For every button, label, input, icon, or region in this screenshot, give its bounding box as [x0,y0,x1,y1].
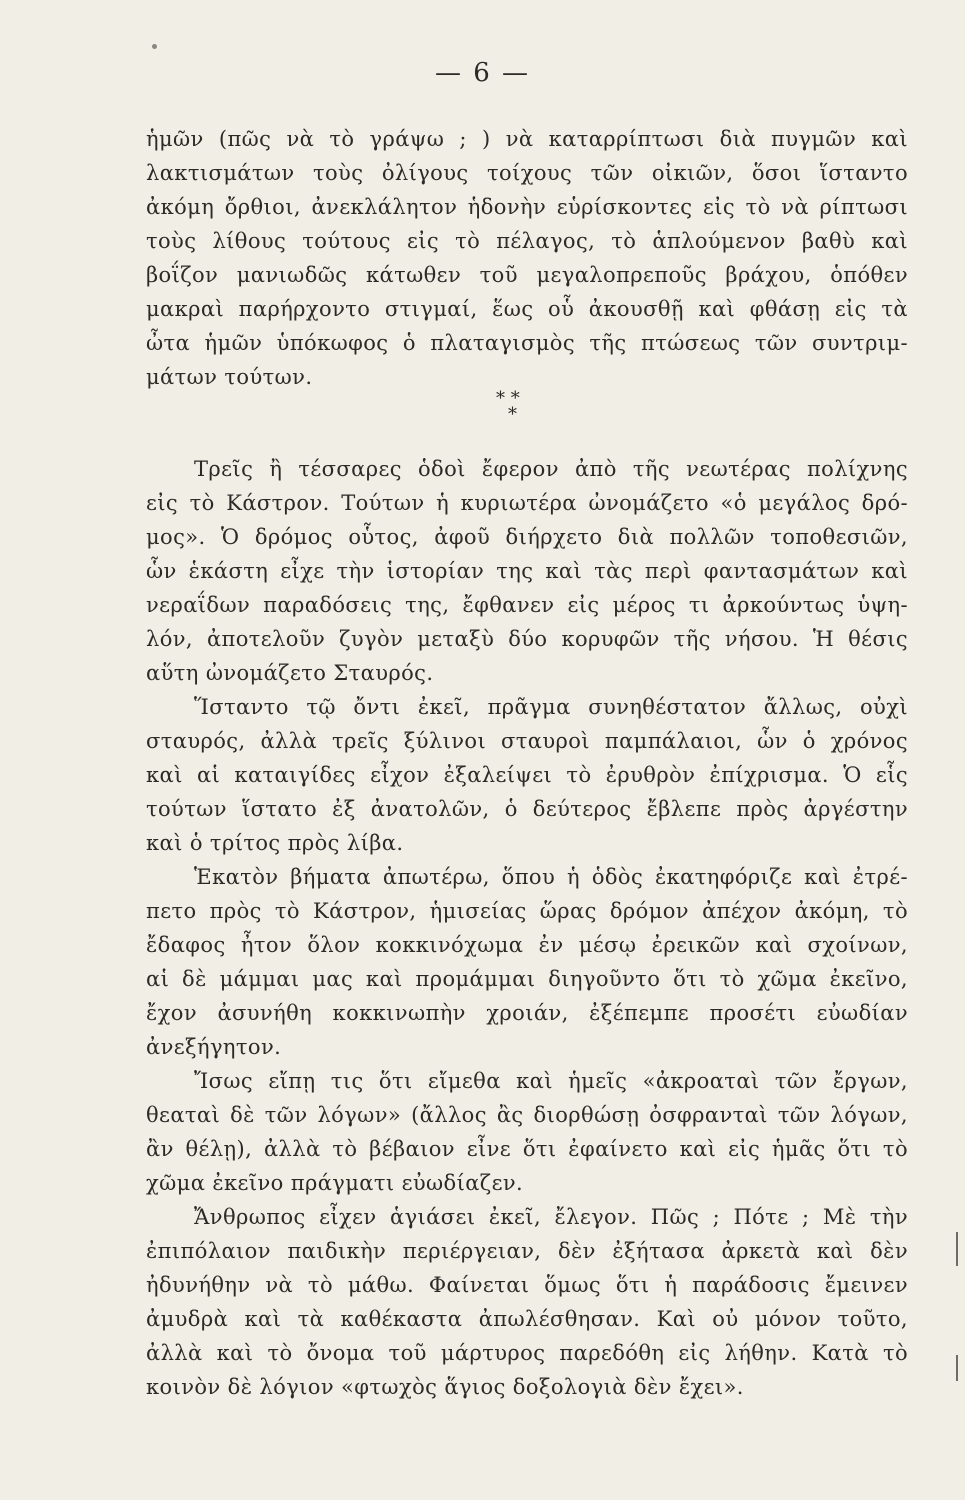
text-line: βοΐζον μανιωδῶς κάτωθεν τοῦ μεγαλοπρεποῦς βράχου, ὁπόθεν [146,263,908,287]
text-line: ἔχον ἀσυνήθη κοκκινωπὴν χροιάν, ἐξέπεμπε προσέτι εὐωδίαν [146,1001,908,1025]
text-line: ἀνεξήγητον. [146,1035,282,1059]
page-edge-mark [956,1355,958,1381]
page-edge-mark [956,1232,958,1266]
text-line: αὕτη ὠνομάζετο Σταυρός. [146,661,434,685]
text-line: τούτων ἵστατο ἐξ ἀνατολῶν, ὁ δεύτερος ἔβλεπε πρὸς ἀργέστην [146,797,908,821]
text-line: καὶ ὁ τρίτος πρὸς λίβα. [146,831,404,855]
text-line: Ἄνθρωπος εἶχεν ἁγιάσει ἐκεῖ, ἔλεγον. Πῶς ; Πότε ; Μὲ τὴν [194,1205,908,1229]
text-line: ἔδαφος ἦτον ὅλον κοκκινόχωμα ἐν μέσῳ ἐρεικῶν καὶ σχοίνων, [146,933,908,957]
text-line: πετο πρὸς τὸ Κάστρον, ἡμισείας ὥρας δρόμον ἀπέχον ἀκόμη, τὸ [146,899,908,923]
text-line: ἂν θέλῃ), ἀλλὰ τὸ βέβαιον εἶνε ὅτι ἐφαίνετο καὶ εἰς ἡμᾶς ὅτι τὸ [146,1137,908,1161]
text-line: σταυρός, ἀλλὰ τρεῖς ξύλινοι σταυροὶ παμπάλαιοι, ὧν ὁ χρόνος [146,729,908,753]
text-line: Τρεῖς ἢ τέσσαρες ὁδοὶ ἔφερον ἀπὸ τῆς νεωτέρας πολίχνης [194,457,908,481]
text-line: ἀμυδρὰ καὶ τὰ καθέκαστα ἀπωλέσθησαν. Καὶ οὐ μόνον τοῦτο, [146,1307,908,1331]
text-line: μακραὶ παρήρχοντο στιγμαί, ἕως οὗ ἀκουσθῇ καὶ φθάσῃ εἰς τὰ [146,297,908,321]
text-line: αἱ δὲ μάμμαι μας καὶ προμάμμαι διηγοῦντο ὅτι τὸ χῶμα ἐκεῖνο, [146,967,908,991]
text-line: τοὺς λίθους τούτους εἰς τὸ πέλαγος, τὸ ἁπλούμενον βαθὺ καὶ [146,229,908,253]
text-line: κοινὸν δὲ λόγιον «φτωχὸς ἅγιος δοξολογιὰ δὲν ἔχει». [146,1375,744,1399]
text-line: ὧν ἑκάστη εἶχε τὴν ἱστορίαν της καὶ τὰς περὶ φαντασμάτων καὶ [146,559,908,583]
text-line: καὶ αἱ καταιγίδες εἶχον ἐξαλείψει τὸ ἐρυθρὸν ἐπίχρισμα. Ὁ εἷς [146,763,908,787]
text-line: ἐπιπόλαιον παιδικὴν περιέργειαν, δὲν ἐξήτασα ἀρκετὰ καὶ δὲν [146,1239,908,1263]
text-line: Ἵσταντο τῷ ὄντι ἐκεῖ, πρᾶγμα συνηθέστατον ἄλλως, οὐχὶ [194,695,908,719]
text-line: μος». Ὁ δρόμος οὗτος, ἀφοῦ διήρχετο διὰ πολλῶν τοποθεσιῶν, [146,525,908,549]
text-line: λακτισμάτων τοὺς ὀλίγους τοίχους τῶν οἰκιῶν, ὅσοι ἵσταντο [146,161,908,185]
page-number: — 6 — [434,58,531,88]
text-line: ἡμῶν (πῶς νὰ τὸ γράψω ; ) νὰ καταρρίπτωσι διὰ πυγμῶν καὶ [146,127,908,151]
text-line: λόν, ἀποτελοῦν ζυγὸν μεταξὺ δύο κορυφῶν τῆς νήσου. Ἡ θέσις [146,627,908,651]
text-line: εἰς τὸ Κάστρον. Τούτων ἡ κυριωτέρα ὠνομάζετο «ὁ μεγάλος δρό- [146,491,908,515]
section-divider-asterisk: * [508,404,517,425]
text-line: ἀλλὰ καὶ τὸ ὄνομα τοῦ μάρτυρος παρεδόθη εἰς λήθην. Κατὰ τὸ [146,1341,908,1365]
text-line: νεραΐδων παραδόσεις της, ἔφθανεν εἰς μέρος τι ἀρκούντως ὑψη- [146,593,908,617]
text-line: ἠδυνήθην νὰ τὸ μάθω. Φαίνεται ὅμως ὅτι ἡ παράδοσις ἔμεινεν [146,1273,908,1297]
text-line: θεαταὶ δὲ τῶν λόγων» (ἄλλος ἂς διορθώσῃ ὀσφρανταὶ τῶν λόγων, [146,1103,908,1127]
text-line: χῶμα ἐκεῖνο πράγματι εὐωδίαζεν. [146,1171,524,1195]
text-line: Ἑκατὸν βήματα ἀπωτέρω, ὅπου ἡ ὁδὸς ἐκατηφόριζε καὶ ἐτρέ- [194,865,908,889]
paper-speck [152,44,157,49]
text-line: ὦτα ἡμῶν ὑπόκωφος ὁ πλαταγισμὸς τῆς πτώσεως τῶν συντριμ- [146,331,908,355]
section-divider-asterisks: * * [496,388,520,409]
text-line: μάτων τούτων. [146,365,313,389]
text-line: ἀκόμη ὄρθιοι, ἀνεκλάλητον ἡδονὴν εὑρίσκοντες εἰς τὸ νὰ ρίπτωσι [146,195,908,219]
text-line: Ἴσως εἴπῃ τις ὅτι εἴμεθα καὶ ἡμεῖς «ἀκροαταὶ τῶν ἔργων, [194,1069,908,1093]
